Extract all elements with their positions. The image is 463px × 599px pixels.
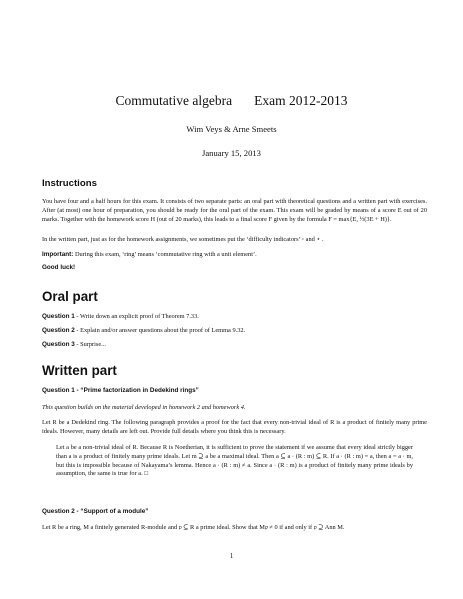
instructions-heading: Instructions [42, 178, 97, 189]
instructions-important [42, 251, 427, 260]
written-question-1-proof: Let a be a non-trivial ideal of R. Because R is Noetherian, it is sufficient to prove the statement if we assume that every ideal strictly bigger than a is a product of finitely many prime ideals. Let m ⊇ a be a maximal ideal. Then a ⊆ a · (R : m) ⊆ R. If a · (R : m) = a, then a = a · m, but this is impossible because of Nakayama’s lemma. Hence a · (R : m) ≠ a. Since a · (R : m) is a product of finitely many prime ideals by assumption, the same is true for a. □ [56, 444, 413, 478]
oral-question-2 [42, 327, 427, 336]
question-label: Question 1 [42, 387, 75, 394]
question-text: - Write down an explicit proof of Theorem 7.33. [74, 313, 199, 320]
question-label: Question 2 [42, 508, 75, 515]
written-question-1-heading [42, 387, 427, 396]
written-question-2-heading [42, 508, 427, 517]
question-label: Question 1 [42, 313, 75, 320]
question-title: - “Support of a module” [74, 508, 149, 515]
oral-question-3 [42, 341, 427, 350]
document-authors: Wim Veys & Arne Smeets [186, 124, 277, 134]
instructions-paragraph-2: In the written part, just as for the homework assignments, we sometimes put the ‘difficulty indicators’ ◦ and ⋆ . [42, 236, 324, 243]
written-part-heading: Written part [42, 363, 117, 378]
written-question-1-note: This question builds on the material developed in homework 2 and homework 4. [42, 404, 246, 411]
page-number: 1 [229, 552, 234, 560]
question-text: - Explain and/or answer questions about the proof of Lemma 9.32. [74, 327, 246, 334]
good-luck: Good luck! [42, 264, 76, 271]
important-label: Important: [42, 251, 74, 258]
instructions-paragraph-1: You have four and a half hours for this exam. It consists of two separate parts: an oral part with theoretical questions and a written part with exercises. After (at most) one hour of preparation, you should be ready for the oral part of the exam. This exam will be graded by means of a score E out of 20 marks. Together with the homework score H (out of 20 marks), this leads to a final score F given by the formula F = max{E, ½(3E + H)}. [42, 198, 427, 223]
written-question-2-body: Let R be a ring, M a finitely generated R-module and 𝔭 ⊆ R a prime ideal. Show that M𝔭 ≠ 0 if and only if 𝔭 ⊇ Ann M. [42, 524, 345, 531]
question-label: Question 3 [42, 341, 75, 348]
important-text: During this exam, ‘ring’ means ‘commutative ring with a unit element’. [73, 251, 257, 258]
oral-part-heading: Oral part [42, 289, 98, 304]
question-title: - “Prime factorization in Dedekind rings” [74, 387, 199, 394]
title-exam: Exam 2012-2013 [254, 93, 348, 108]
document-title [0, 93, 463, 109]
question-label: Question 2 [42, 327, 75, 334]
title-course: Commutative algebra [115, 93, 233, 108]
question-text: - Surprise... [74, 341, 106, 348]
written-question-1-body: Let R be a Dedekind ring. The following paragraph provides a proof for the fact that every non-trivial ideal of R is a product of finitely many prime ideals. However, many details are left out. Provide full details where you think this is necessary. [42, 419, 427, 435]
oral-question-1 [42, 313, 427, 322]
document-date: January 15, 2013 [202, 148, 261, 158]
